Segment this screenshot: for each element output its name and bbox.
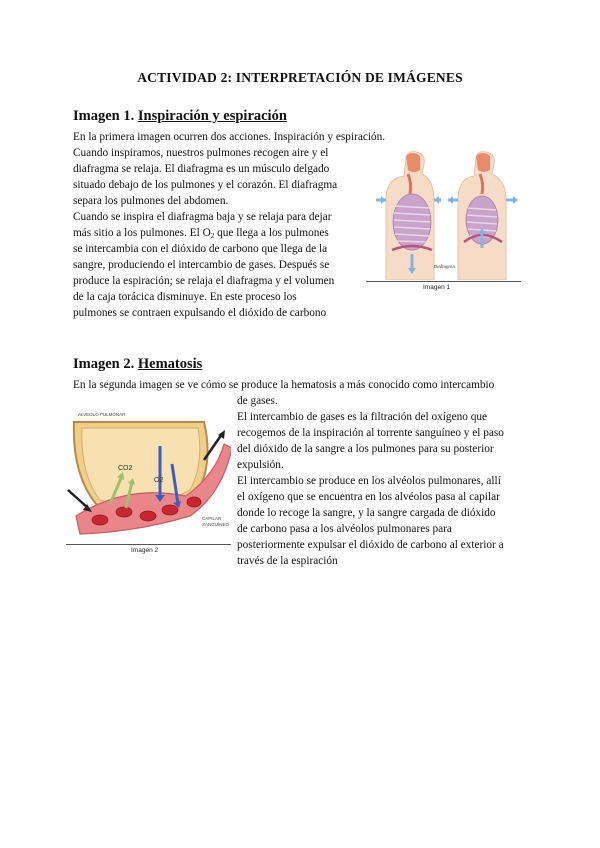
section-2-line: El intercambio de gases es la filtración del oxígeno que bbox=[237, 411, 488, 423]
capillary-label-1: CAPILAR bbox=[202, 516, 222, 521]
torso-espiration bbox=[448, 152, 518, 280]
section-1-line: pulmones se contraen expulsando el dióxido de carbono bbox=[73, 307, 327, 319]
section-2-heading bbox=[73, 356, 202, 373]
section-1-line: produce la espiración; se relaja el diafragma y el volumen bbox=[73, 275, 335, 287]
section-2-intro-line: de gases. bbox=[237, 395, 278, 407]
alveolus-exchange-figure bbox=[66, 404, 231, 542]
alveolus-label: ALVEOLO PULMONAR bbox=[78, 412, 126, 417]
section-1-line: En la primera imagen ocurren dos acciones. Inspiración y espiración. bbox=[73, 131, 386, 143]
section-1-line: de la caja torácica disminuye. En este proceso los bbox=[73, 291, 297, 303]
section-2-line: donde lo recoge la sangre, y la sangre cargada de dióxido bbox=[237, 507, 496, 519]
section-2-line: expulsión. bbox=[237, 459, 284, 471]
section-1-title: Inspiración y espiración bbox=[137, 108, 287, 124]
section-1-line: sangre, produciendo el intercambio de gases. Después se bbox=[73, 259, 330, 271]
figure-2-caption: Imagen 2 bbox=[131, 547, 159, 554]
section-1-line: situado debajo de los pulmones y el corazón. El diafragma bbox=[73, 179, 338, 191]
section-1-heading bbox=[73, 108, 287, 125]
section-2-title: Hematosis bbox=[137, 356, 203, 372]
section-1-line: se intercambia con el dióxido de carbono que llega de la bbox=[73, 243, 328, 255]
section-2-line: través de la espiración bbox=[237, 555, 338, 567]
section-2-line: de carbono pasa a los alvéolos pulmonares para bbox=[237, 523, 452, 535]
torso-inspiration bbox=[376, 152, 441, 280]
section-2-number: Imagen 2. bbox=[73, 356, 138, 372]
capillary-label-2: SANGUÍNEO bbox=[202, 522, 230, 527]
section-1-line-o2: más sitio a los pulmones. El $O_2$ que llega a los pulmones bbox=[73, 227, 329, 240]
section-2-line: El intercambio se produce en los alvéolos pulmonares, allí bbox=[237, 475, 501, 487]
section-1-line: Cuando se inspira el diafragma baja y se relaja para dejar bbox=[73, 211, 332, 223]
section-1-line: diafragma se relaja. El diafragma es un músculo delgado bbox=[73, 163, 330, 175]
section-2-intro-line: En la segunda imagen se ve cómo se produce la hematosis a más conocido como intercambio bbox=[73, 379, 495, 391]
section-1-line: Cuando inspiramos, nuestros pulmones recogen aire y el bbox=[73, 147, 329, 159]
figure-2-rule bbox=[66, 544, 231, 545]
section-2-line: el oxígeno que se encuentra en los alvéolos pasa al capilar bbox=[237, 491, 500, 503]
section-1-line: separa los pulmones del abdomen. bbox=[73, 195, 229, 207]
o2-label: O2 bbox=[154, 477, 164, 484]
page-title: ACTIVIDAD 2: INTERPRETACIÓN DE IMÁGENES bbox=[137, 70, 463, 85]
figure-1-caption: Imagen 1 bbox=[423, 284, 451, 291]
diaphragm-label: Diafragma bbox=[434, 264, 455, 269]
figure-1-rule bbox=[366, 281, 521, 282]
section-2-line: recogemos de la inspiración al torrente sanguíneo y el paso bbox=[237, 427, 504, 439]
section-1-number: Imagen 1. bbox=[73, 108, 138, 124]
breathing-diagram-figure bbox=[368, 150, 520, 280]
section-2-line: del dióxido de la sangre a los pulmones para su posterior bbox=[237, 443, 494, 455]
section-2-line: posteriormente expulsar el dióxido de carbono al exterior a bbox=[237, 539, 504, 551]
co2-label: CO2 bbox=[118, 465, 133, 472]
